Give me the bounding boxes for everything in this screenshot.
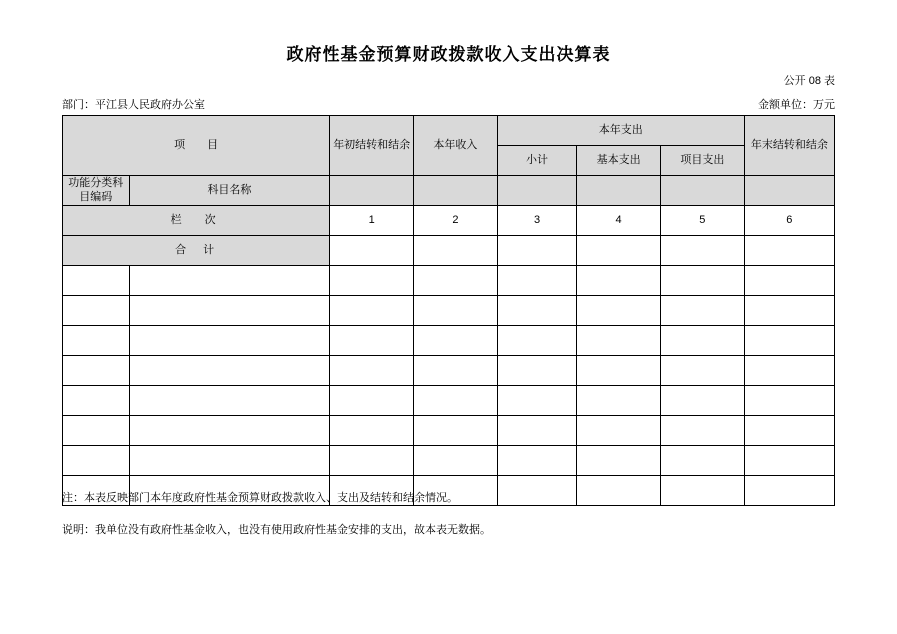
total-value-3 — [497, 236, 576, 266]
total-value-6 — [744, 236, 834, 266]
row-value-5 — [660, 416, 744, 446]
table-header-row-3 — [63, 176, 835, 206]
row-value-4 — [577, 416, 661, 446]
header-end-balance: 年末结转和结余 — [744, 116, 834, 176]
row-value-4 — [577, 266, 661, 296]
row-value-5 — [660, 296, 744, 326]
page-title: 政府性基金预算财政拨款收入支出决算表 — [286, 45, 611, 64]
row-value-2 — [414, 326, 498, 356]
row-name — [129, 446, 330, 476]
row-value-2 — [414, 446, 498, 476]
row-name — [129, 326, 330, 356]
row-code — [63, 266, 130, 296]
table-row — [63, 356, 835, 386]
row-value-3 — [497, 326, 576, 356]
row-value-6 — [744, 416, 834, 446]
header-end-balance-sub — [744, 176, 834, 206]
row-value-1 — [330, 416, 414, 446]
row-name — [129, 386, 330, 416]
row-value-6 — [744, 266, 834, 296]
row-code — [63, 296, 130, 326]
department-label: 部门：平江县人民政府办公室 — [62, 99, 205, 111]
table-explanation: 说明：我单位没有政府性基金收入，也没有使用政府性基金安排的支出，故本表无数据。 — [62, 524, 491, 536]
row-value-4 — [577, 386, 661, 416]
row-value-4 — [577, 476, 661, 506]
column-index-4: 4 — [577, 206, 661, 236]
row-value-4 — [577, 446, 661, 476]
row-value-1 — [330, 296, 414, 326]
row-value-2 — [414, 266, 498, 296]
header-basic-expense-sub — [577, 176, 661, 206]
total-value-1 — [330, 236, 414, 266]
row-value-3 — [497, 386, 576, 416]
column-index-5: 5 — [660, 206, 744, 236]
total-value-4 — [577, 236, 661, 266]
total-label: 合 计 — [63, 236, 330, 266]
header-year-income-sub — [414, 176, 498, 206]
row-code — [63, 446, 130, 476]
row-code — [63, 386, 130, 416]
row-value-3 — [497, 296, 576, 326]
row-value-1 — [330, 446, 414, 476]
header-begin-balance-sub — [330, 176, 414, 206]
header-year-income: 本年收入 — [414, 116, 498, 176]
row-value-1 — [330, 326, 414, 356]
row-value-1 — [330, 386, 414, 416]
column-index-3: 3 — [497, 206, 576, 236]
amount-unit-label: 金额单位：万元 — [758, 99, 835, 111]
row-name — [129, 416, 330, 446]
header-subtotal: 小计 — [497, 146, 576, 176]
row-value-6 — [744, 476, 834, 506]
row-value-5 — [660, 446, 744, 476]
form-code: 公开 08 表 — [783, 75, 835, 87]
header-begin-balance: 年初结转和结余 — [330, 116, 414, 176]
row-value-2 — [414, 386, 498, 416]
column-index-label: 栏 次 — [63, 206, 330, 236]
row-value-3 — [497, 446, 576, 476]
row-name — [129, 296, 330, 326]
row-value-5 — [660, 266, 744, 296]
total-row — [63, 236, 835, 266]
row-value-5 — [660, 476, 744, 506]
table-row — [63, 446, 835, 476]
row-code — [63, 326, 130, 356]
row-value-2 — [414, 296, 498, 326]
row-value-3 — [497, 416, 576, 446]
row-value-6 — [744, 446, 834, 476]
header-item-name: 科目名称 — [129, 176, 330, 206]
row-value-3 — [497, 266, 576, 296]
table-row — [63, 326, 835, 356]
row-value-5 — [660, 356, 744, 386]
row-value-6 — [744, 296, 834, 326]
table-row — [63, 266, 835, 296]
row-value-4 — [577, 356, 661, 386]
row-value-1 — [330, 356, 414, 386]
meta-row — [62, 96, 835, 112]
column-index-1: 1 — [330, 206, 414, 236]
header-year-expense-group: 本年支出 — [497, 116, 744, 146]
row-value-2 — [414, 356, 498, 386]
header-project-expense: 项目支出 — [660, 146, 744, 176]
column-index-2: 2 — [414, 206, 498, 236]
header-subtotal-sub — [497, 176, 576, 206]
total-value-5 — [660, 236, 744, 266]
row-code — [63, 416, 130, 446]
table-row — [63, 386, 835, 416]
row-name — [129, 266, 330, 296]
header-project-expense-sub — [660, 176, 744, 206]
row-value-2 — [414, 416, 498, 446]
column-index-6: 6 — [744, 206, 834, 236]
row-value-5 — [660, 386, 744, 416]
row-value-3 — [497, 356, 576, 386]
table-header-row-1 — [63, 116, 835, 146]
row-value-5 — [660, 326, 744, 356]
row-value-4 — [577, 326, 661, 356]
header-basic-expense: 基本支出 — [577, 146, 661, 176]
table-row — [63, 296, 835, 326]
row-value-6 — [744, 326, 834, 356]
header-project-group: 项 目 — [63, 116, 330, 176]
row-value-6 — [744, 386, 834, 416]
row-value-3 — [497, 476, 576, 506]
row-name — [129, 356, 330, 386]
row-value-4 — [577, 296, 661, 326]
row-code — [63, 356, 130, 386]
row-value-6 — [744, 356, 834, 386]
row-value-1 — [330, 266, 414, 296]
header-function-code: 功能分类科目编码 — [63, 176, 130, 206]
column-index-row — [63, 206, 835, 236]
budget-table — [62, 115, 835, 506]
total-value-2 — [414, 236, 498, 266]
table-note: 注：本表反映部门本年度政府性基金预算财政拨款收入、支出及结转和结余情况。 — [62, 492, 458, 504]
table-row — [63, 416, 835, 446]
